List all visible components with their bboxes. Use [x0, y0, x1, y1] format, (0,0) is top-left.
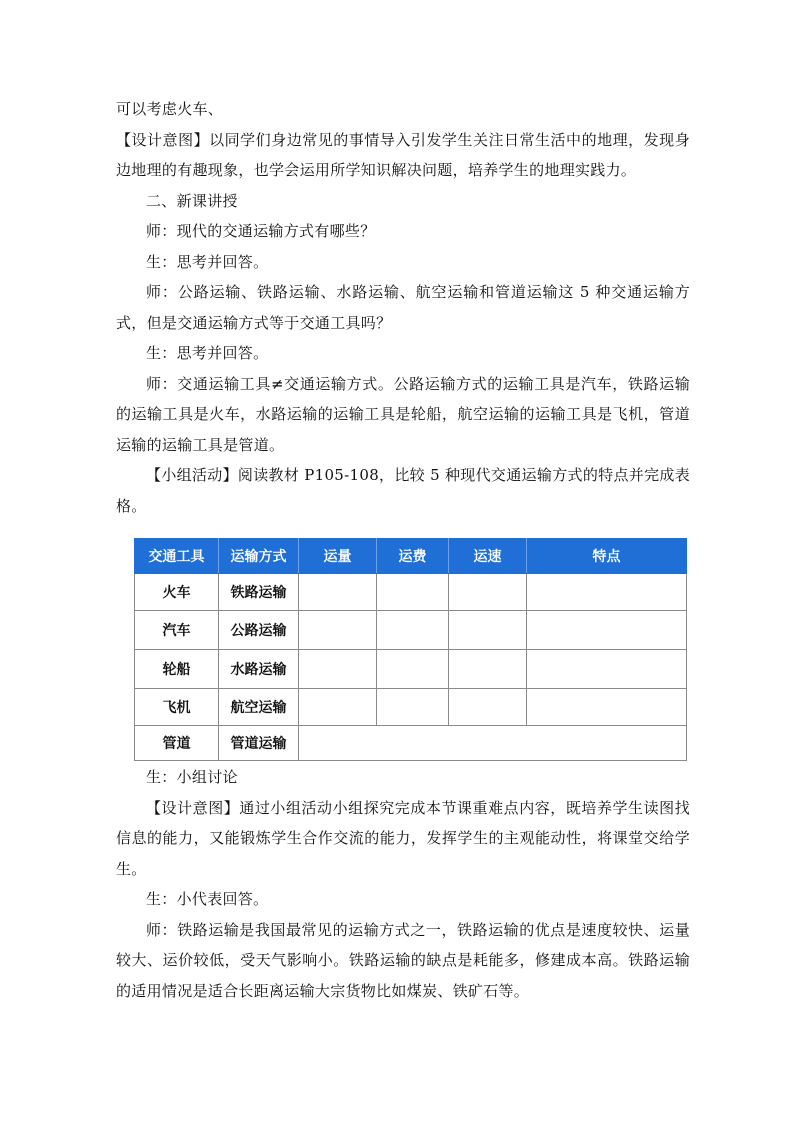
document-body-bottom	[116, 762, 690, 1006]
paragraph-teacher-explanation: 师：交通运输工具≠交通运输方式。公路运输方式的运输工具是汽车，铁路运输的运输工具是火车，水路运输的运输工具是轮船，航空运输的运输工具是飞机，管道运输的运输工具是管道。	[116, 374, 690, 454]
table-row	[135, 574, 687, 611]
cell-volume-blank	[299, 574, 377, 611]
cell-tool: 飞机	[135, 689, 219, 726]
cell-tool: 轮船	[135, 650, 219, 689]
table-row	[135, 689, 687, 726]
paragraph-group-activity: 【小组活动】阅读教材 P105-108，比较 5 种现代交通运输方式的特点并完成表格。	[116, 466, 690, 515]
section-heading-new-lesson: 二、新课讲授	[146, 191, 238, 210]
cell-speed-blank	[449, 574, 527, 611]
paragraph-student-answer-1: 生：思考并回答。	[146, 252, 269, 271]
table-row	[135, 726, 687, 761]
cell-merged-blank	[299, 726, 687, 761]
cell-speed-blank	[449, 611, 527, 650]
cell-cost-blank	[377, 650, 449, 689]
header-volume: 运量	[299, 539, 377, 574]
cell-features-blank	[527, 689, 687, 726]
table-header-row	[135, 539, 687, 574]
cell-features-blank	[527, 611, 687, 650]
cell-tool: 火车	[135, 574, 219, 611]
table-row	[135, 650, 687, 689]
paragraph-teacher-question-2: 师：公路运输、铁路运输、水路运输、航空运输和管道运输这 5 种交通运输方式，但是交通运输方式等于交通工具吗？	[116, 283, 690, 332]
cell-mode: 管道运输	[219, 726, 299, 761]
cell-tool: 管道	[135, 726, 219, 761]
cell-tool: 汽车	[135, 611, 219, 650]
cell-volume-blank	[299, 650, 377, 689]
paragraph-teacher-question-1: 师：现代的交通运输方式有哪些？	[146, 222, 376, 240]
cell-features-blank	[527, 650, 687, 689]
cell-cost-blank	[377, 689, 449, 726]
cell-features-blank	[527, 574, 687, 611]
header-mode: 运输方式	[219, 539, 299, 574]
cell-volume-blank	[299, 689, 377, 726]
paragraph-teacher-railway: 师：铁路运输是我国最常见的运输方式之一，铁路运输的优点是速度较快、运量较大、运价较低，受天气影响小。铁路运输的缺点是耗能多，修建成本高。铁路运输的适用情况是适合长距离运输大宗货物比如煤炭、铁矿石等。	[116, 920, 690, 1000]
table-row	[135, 611, 687, 650]
paragraph-student-discussion: 生：小组讨论	[146, 768, 238, 786]
cell-mode: 公路运输	[219, 611, 299, 650]
header-tool: 交通工具	[135, 539, 219, 574]
cell-speed-blank	[449, 689, 527, 726]
header-cost: 运费	[377, 539, 449, 574]
transport-comparison-table	[134, 538, 687, 761]
cell-speed-blank	[449, 650, 527, 689]
cell-mode: 铁路运输	[219, 574, 299, 611]
paragraph-student-answer-2: 生：思考并回答。	[146, 344, 269, 362]
cell-mode: 水路运输	[219, 650, 299, 689]
cell-mode: 航空运输	[219, 689, 299, 726]
cell-cost-blank	[377, 611, 449, 650]
paragraph-student-answer-3: 生：小代表回答。	[146, 890, 269, 908]
cell-cost-blank	[377, 574, 449, 611]
header-speed: 运速	[449, 539, 527, 574]
document-body-top	[116, 94, 690, 521]
paragraph-design-intent-2: 【设计意图】通过小组活动小组探究完成本节课重难点内容，既培养学生读图找信息的能力，又能锻炼学生合作交流的能力，发挥学生的主观能动性，将课堂交给学生。	[116, 798, 690, 878]
paragraph-design-intent-1: 【设计意图】以同学们身边常见的事情导入引发学生关注日常生活中的地理，发现身边地理的有趣现象，也学会运用所学知识解决问题，培养学生的地理实践力。	[116, 130, 690, 179]
header-features: 特点	[527, 539, 687, 574]
paragraph-intro-continued: 可以考虑火车、	[116, 100, 224, 118]
cell-volume-blank	[299, 611, 377, 650]
